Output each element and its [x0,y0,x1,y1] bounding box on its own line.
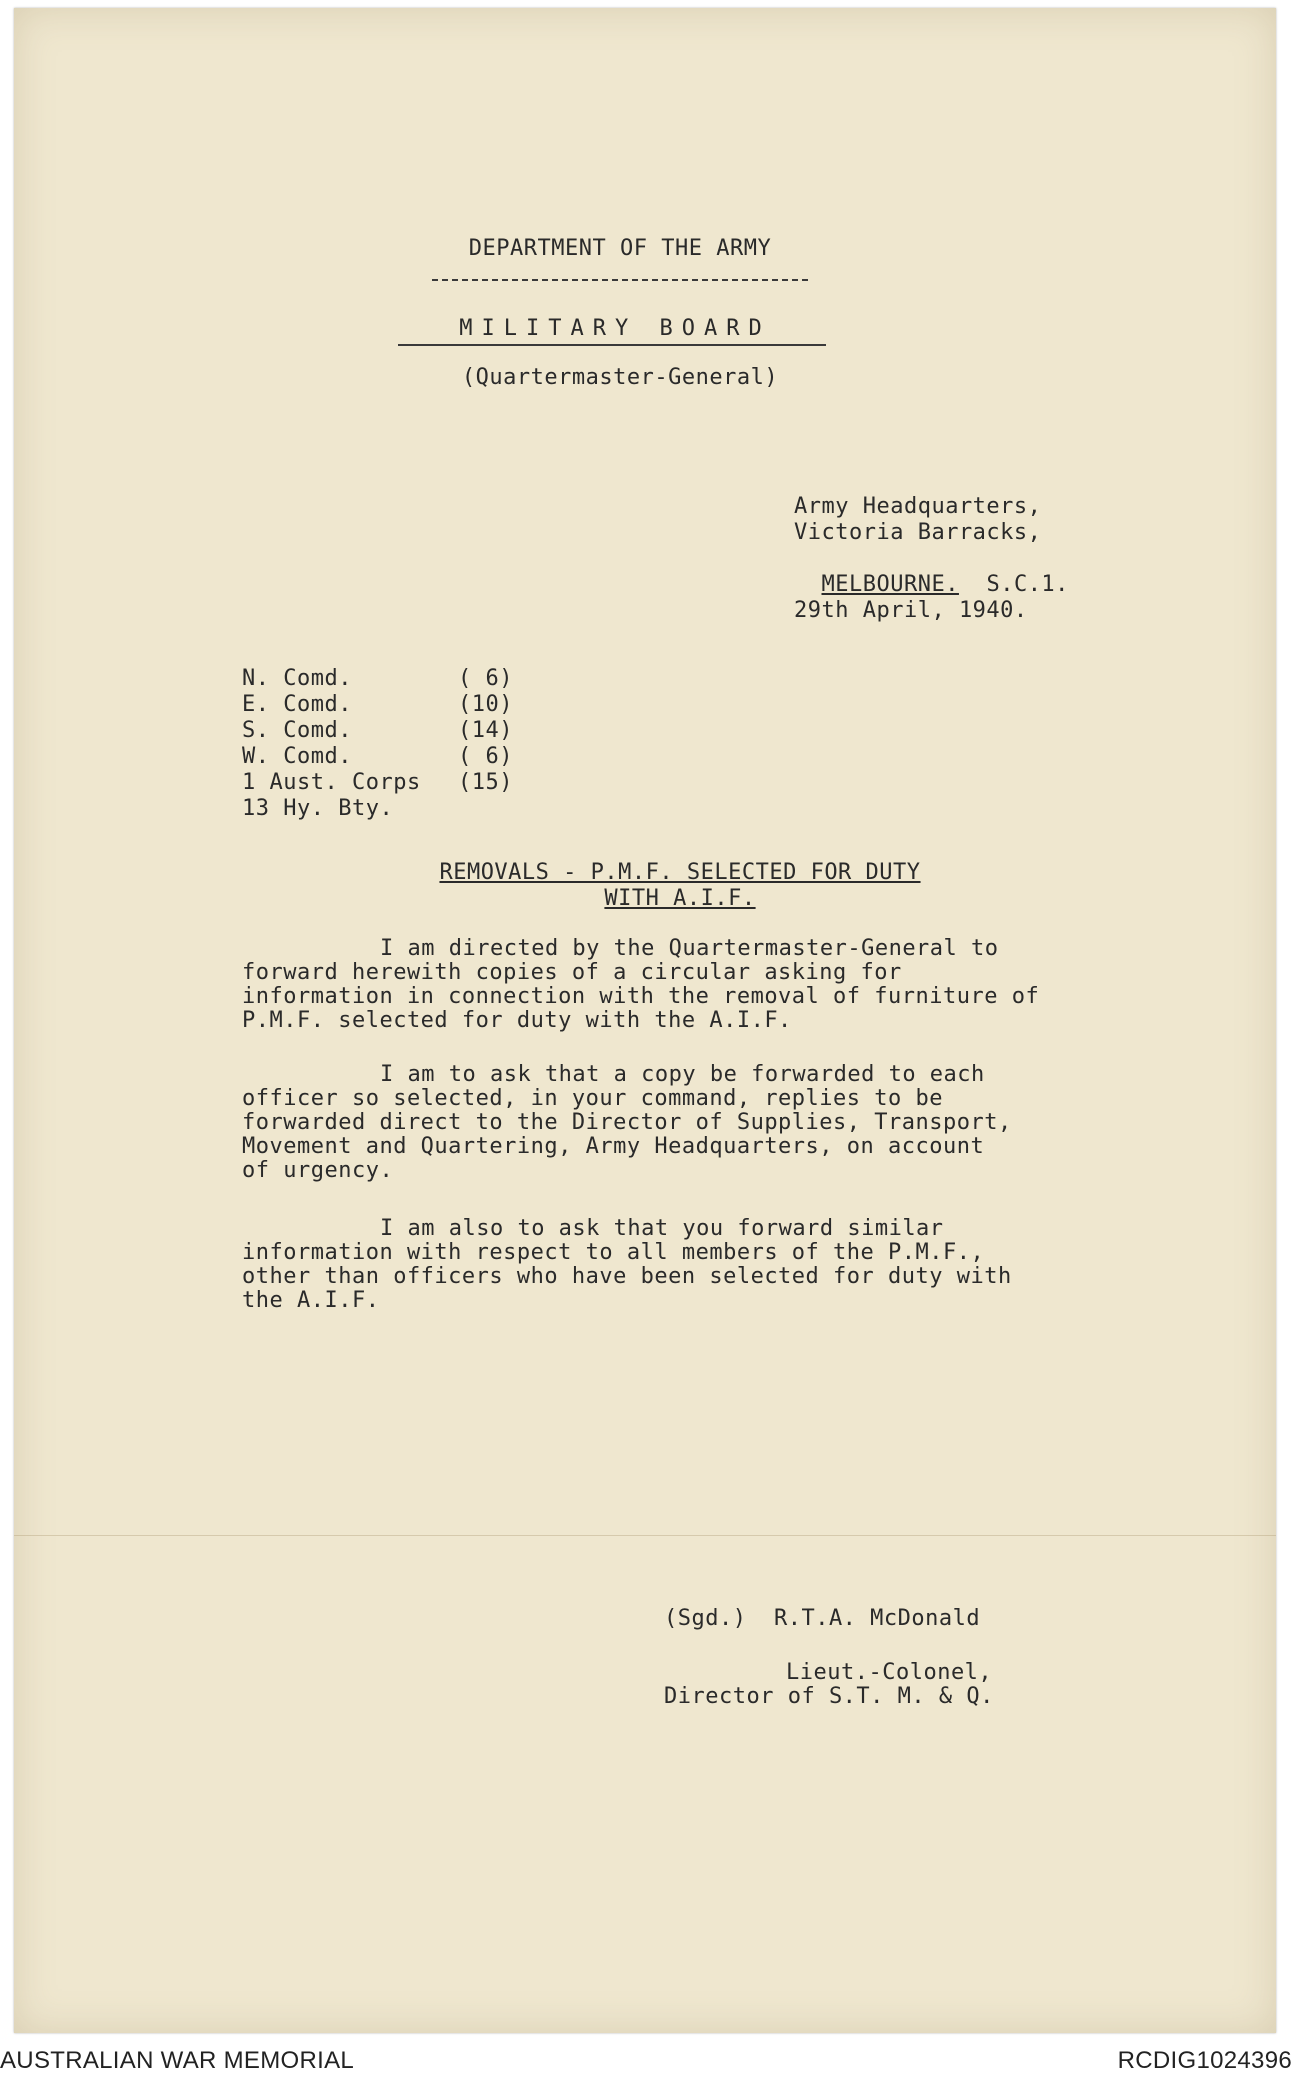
paragraph-line: I am also to ask that you forward similar [380,1216,944,1241]
address-line-1: Army Headquarters, [794,494,1042,519]
subject-line-1: REMOVALS - P.M.F. SELECTED FOR DUTY [439,860,921,885]
distribution-unit: S. Comd. [242,718,352,743]
distribution-count: (10) [458,692,513,717]
paragraph-line: I am to ask that a copy be forwarded to each [380,1062,985,1087]
footer-identifier: RCDIG1024396 [1117,2047,1292,2074]
fold-crease [14,1535,1276,1536]
signature-line: (Sgd.) R.T.A. McDonald [664,1606,981,1631]
address-city: MELBOURNE. [821,572,959,597]
paragraph-line: forward herewith copies of a circular asking for [242,960,902,985]
distribution-unit: W. Comd. [242,744,352,769]
distribution-count: (14) [458,718,513,743]
heading-dashed-rule [432,279,808,281]
board-heading: MILITARY BOARD [459,316,771,341]
distribution-unit: 13 Hy. Bty. [242,796,394,821]
paragraph-line: information with respect to all members of the P.M.F., [242,1240,985,1265]
branch-heading: (Quartermaster-General) [461,365,779,390]
paragraph-line: Movement and Quartering, Army Headquarters, on account [242,1134,985,1159]
distribution-unit: 1 Aust. Corps [242,770,421,795]
paragraph-line: I am directed by the Quartermaster-General to [380,936,999,961]
footer-source: AUSTRALIAN WAR MEMORIAL [0,2047,355,2074]
distribution-count: ( 6) [458,744,513,769]
distribution-unit: E. Comd. [242,692,352,717]
distribution-count: ( 6) [458,666,513,691]
board-underline [398,344,826,346]
subject-line-2: WITH A.I.F. [604,886,756,911]
paragraph-line: of urgency. [242,1158,394,1183]
letter-date: 29th April, 1940. [794,598,1028,623]
paragraph-line: information in connection with the removal of furniture of [242,984,1040,1009]
address-postcode: S.C.1. [986,572,1069,597]
distribution-count: (15) [458,770,513,795]
signatory-title: Director of S.T. M. & Q. [664,1684,994,1709]
paragraph-line: forwarded direct to the Director of Supplies, Transport, [242,1110,1012,1135]
paragraph-line: officer so selected, in your command, replies to be [242,1086,944,1111]
paragraph-line: the A.I.F. [242,1288,380,1313]
signatory-rank: Lieut.-Colonel, [786,1660,993,1685]
paragraph-line: P.M.F. selected for duty with the A.I.F. [242,1008,792,1033]
address-line-2: Victoria Barracks, [794,520,1042,545]
department-heading: DEPARTMENT OF THE ARMY [468,236,772,261]
paragraph-line: other than officers who have been selected for duty with [242,1264,1012,1289]
distribution-unit: N. Comd. [242,666,352,691]
